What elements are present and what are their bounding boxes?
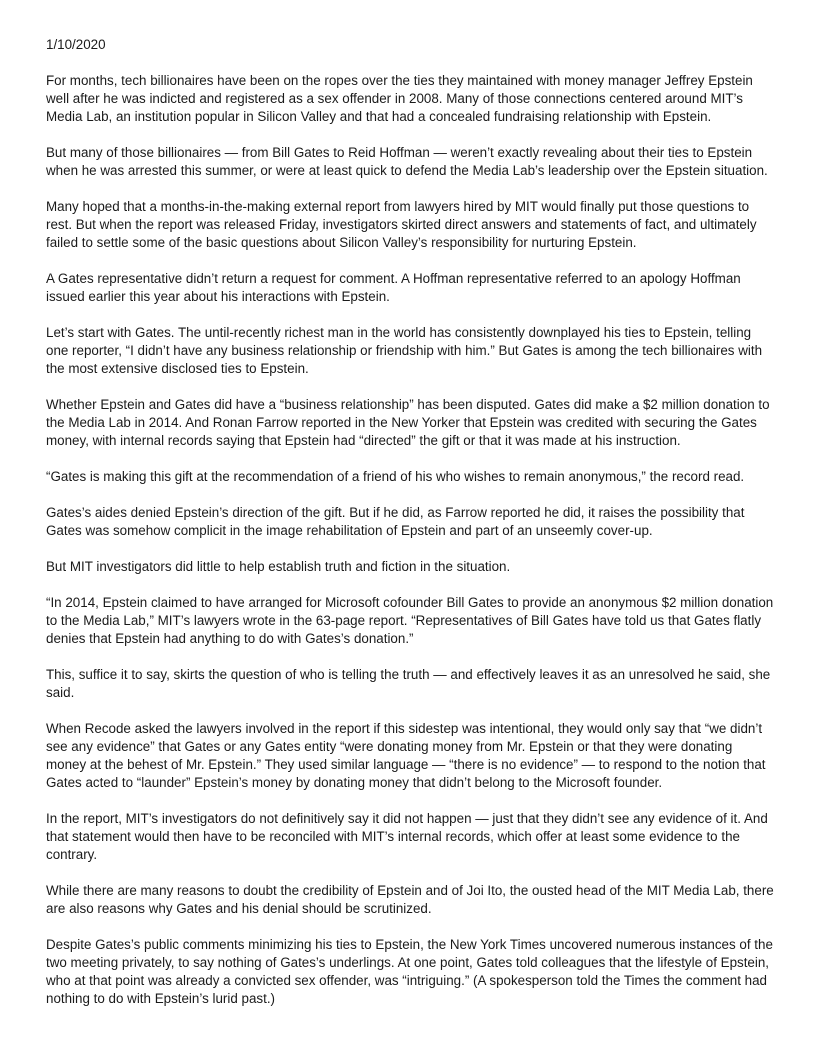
paragraph-14: While there are many reasons to doubt the credibility of Epstein and of Joi Ito, the ousted head of the MIT Media Lab, there are also reasons why Gates and his denial should be scrutinized. [46, 883, 774, 916]
paragraph-8: Gates’s aides denied Epstein’s direction of the gift. But if he did, as Farrow reported he did, it raises the possibility that Gates was somehow complicit in the image rehabilitation of Epstein and part of an unseemly cover-up. [46, 505, 745, 538]
paragraph-11: This, suffice it to say, skirts the question of who is telling the truth — and effectively leaves it as an unresolved he said, she said. [46, 667, 771, 700]
paragraph-1: For months, tech billionaires have been on the ropes over the ties they maintained with money manager Jeffrey Epstein well after he was indicted and registered as a sex offender in 2008. Many of those connections centered around MIT’s Media Lab, an institution popular in Silicon Valley and that had a concealed fundraising relationship with Epstein. [46, 73, 753, 124]
paragraph-15: Despite Gates’s public comments minimizing his ties to Epstein, the New York Times uncovered numerous instances of the two meeting privately, to say nothing of Gates’s underlings. At one point, Gates told colleagues that the lifestyle of Epstein, who at that point was already a convicted sex offender, was “intriguing.” (A spokesperson told the Times the comment had nothing to do with Epstein’s lurid past.) [46, 937, 773, 1006]
paragraph-5: Let’s start with Gates. The until-recently richest man in the world has consistently downplayed his ties to Epstein, telling one reporter, “I didn’t have any business relationship or friendship with him.” But Gates is among the tech billionaires with the most extensive disclosed ties to Epstein. [46, 325, 763, 376]
paragraph-2: But many of those billionaires — from Bill Gates to Reid Hoffman — weren’t exactly revealing about their ties to Epstein when he was arrested this summer, or were at least quick to defend the Media Lab’s leadership over the Epstein situation. [46, 145, 768, 178]
paragraph-7: “Gates is making this gift at the recommendation of a friend of his who wishes to remain anonymous,” the record read. [46, 469, 745, 484]
document-page [46, 36, 774, 1026]
paragraph-9: But MIT investigators did little to help establish truth and fiction in the situation. [46, 559, 511, 574]
document-date: 1/10/2020 [46, 37, 106, 52]
paragraph-3: Many hoped that a months-in-the-making external report from lawyers hired by MIT would finally put those questions to rest. But when the report was released Friday, investigators skirted direct answers and statements of fact, and ultimately failed to settle some of the basic questions about Silicon Valley’s responsibility for nurturing Epstein. [46, 199, 757, 250]
paragraph-10: “In 2014, Epstein claimed to have arranged for Microsoft cofounder Bill Gates to provide an anonymous $2 million donation to the Media Lab,” MIT’s lawyers wrote in the 63-page report. “Representatives of Bill Gates have told us that Gates flatly denies that Epstein had anything to do with Gates’s donation.” [46, 595, 774, 646]
paragraph-13: In the report, MIT’s investigators do not definitively say it did not happen — just that they didn’t see any evidence of it. And that statement would then have to be reconciled with MIT’s internal records, which offer at least some evidence to the contrary. [46, 811, 768, 862]
paragraph-6: Whether Epstein and Gates did have a “business relationship” has been disputed. Gates did make a $2 million donation to the Media Lab in 2014. And Ronan Farrow reported in the New Yorker that Epstein was credited with securing the Gates money, with internal records saying that Epstein had “directed” the gift or that it was made at his instruction. [46, 397, 770, 448]
paragraph-12: When Recode asked the lawyers involved in the report if this sidestep was intentional, they would only say that “we didn’t see any evidence” that Gates or any Gates entity “were donating money from Mr. Epstein or that they were donating money at the behest of Mr. Epstein.” They used similar language — “there is no evidence” — to respond to the notion that Gates acted to “launder” Epstein’s money by donating money that didn’t belong to the Microsoft founder. [46, 721, 766, 790]
paragraph-4: A Gates representative didn’t return a request for comment. A Hoffman representative referred to an apology Hoffman issued earlier this year about his interactions with Epstein. [46, 271, 741, 304]
